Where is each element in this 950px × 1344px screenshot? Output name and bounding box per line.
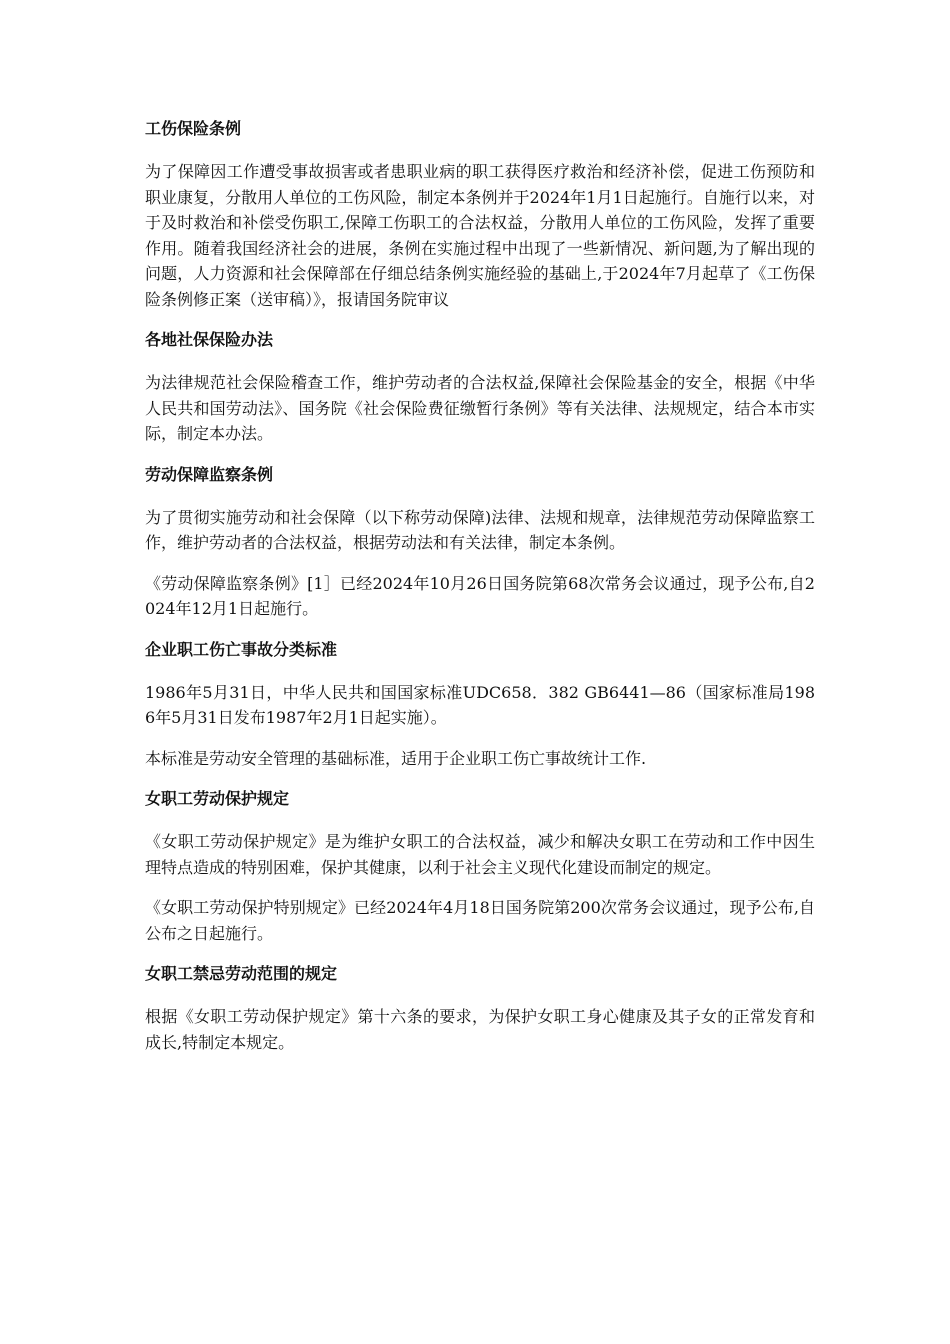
section-social-insurance-measures [145,329,815,447]
section-heading: 女职工劳动保护规定 [145,789,290,808]
document-page [145,118,815,1070]
section-heading: 企业职工伤亡事故分类标准 [145,639,338,659]
section-heading: 女职工禁忌劳动范围的规定 [145,964,338,983]
section-paragraph: 本标准是劳动安全管理的基础标准，适用于企业职工伤亡事故统计工作. [145,748,647,768]
section-work-injury-insurance [145,118,815,312]
section-heading: 工伤保险条例 [145,119,242,138]
section-paragraph: 1986年5月31日，中华人民共和国国家标准UDC658．382 GB6441—86（国家标准局1986年5月31日发布1987年2月1日起实施）。 [145,682,815,727]
section-female-labor-protection [145,788,815,946]
section-paragraph: 根据《女职工劳动保护规定》第十六条的要求，为保护女职工身心健康及其子女的正常发育和成长,特制定本规定。 [145,1007,815,1052]
section-heading: 各地社保保险办法 [145,330,274,349]
section-heading: 劳动保障监察条例 [145,464,274,484]
section-paragraph: 为法律规范社会保险稽查工作，维护劳动者的合法权益,保障社会保险基金的安全，根据《中华人民共和国劳动法》、国务院《社会保险费征缴暂行条例》等有关法律、法规规定，结合本市实际，制定本办法。 [145,373,815,443]
section-paragraph: 为了保障因工作遭受事故损害或者患职业病的职工获得医疗救治和经济补偿，促进工伤预防和职业康复，分散用人单位的工伤风险，制定本条例并于2024年1月1日起施行。自施行以来，对于及时救治和补偿受伤职工,保障工伤职工的合法权益，分散用人单位的工伤风险，发挥了重要作用。随着我国经济社会的进展，条例在实施过程中出现了一些新情况、新问题,为了解出现的问题，人力资源和社会保障部在仔细总结条例实施经验的基础上,于2024年7月起草了《工伤保险条例修正案（送审稿）》，报请国务院审议 [145,162,815,309]
section-labor-inspection [145,464,815,622]
section-paragraph: 《劳动保障监察条例》[1］已经2024年10月26日国务院第68次常务会议通过，现予公布,自2024年12月1日起施行。 [145,573,815,618]
section-paragraph: 为了贯彻实施劳动和社会保障（以下称劳动保障)法律、法规和规章，法律规范劳动保障监察工作，维护劳动者的合法权益，根据劳动法和有关法律，制定本条例。 [145,507,815,552]
section-female-prohibited-work [145,963,815,1055]
section-accident-classification [145,639,815,772]
section-paragraph: 《女职工劳动保护特别规定》已经2024年4月18日国务院第200次常务会议通过，现予公布,自公布之日起施行。 [145,898,815,943]
section-paragraph: 《女职工劳动保护规定》是为维护女职工的合法权益，减少和解决女职工在劳动和工作中因生理特点造成的特别困难，保护其健康，以利于社会主义现代化建设而制定的规定。 [145,832,815,877]
